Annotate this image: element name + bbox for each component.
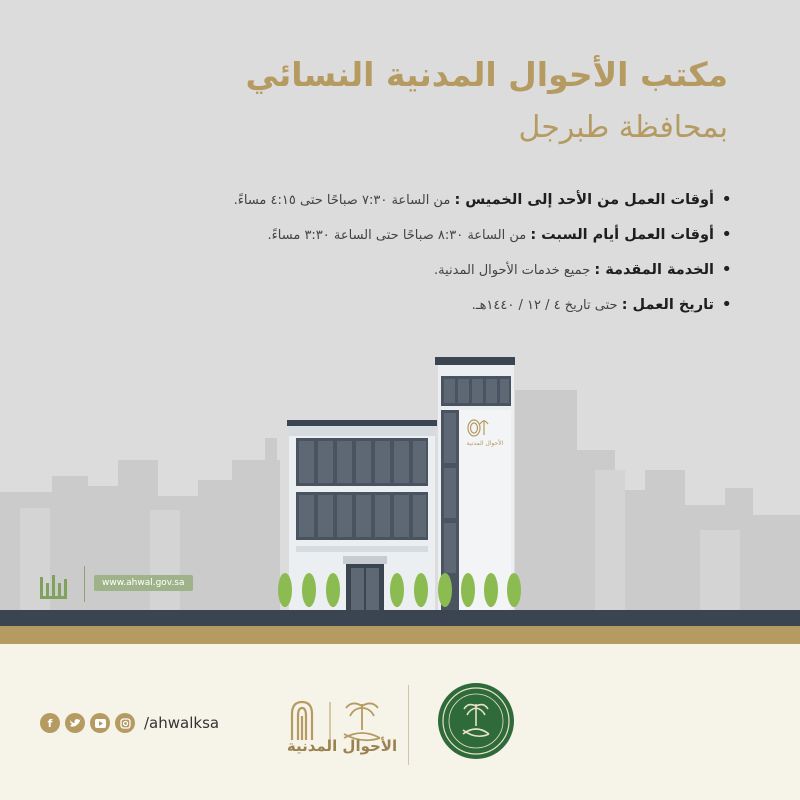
logo-divider — [84, 566, 85, 602]
tree — [326, 573, 340, 607]
ground-band — [0, 610, 800, 626]
page-title: مكتب الأحوال المدنية النسائي — [245, 55, 728, 94]
building-tower — [435, 357, 515, 610]
city-scene — [0, 300, 800, 612]
website-link[interactable]: www.ahwal.gov.sa — [94, 575, 193, 591]
city-illustration — [0, 300, 800, 612]
tree — [438, 573, 452, 607]
info-item-weekday-hours — [92, 192, 732, 227]
tree — [278, 573, 292, 607]
tree — [461, 573, 475, 607]
tree — [414, 573, 428, 607]
tree — [484, 573, 498, 607]
tree — [507, 573, 521, 607]
building-sign-text: الأحوال المدنية — [466, 440, 504, 447]
palm-swords-icon — [344, 703, 380, 740]
info-value: من الساعة ٧:٣٠ صباحًا حتى ٤:١٥ مساءً. — [233, 193, 451, 208]
page-subtitle: بمحافظة طبرجل — [518, 110, 728, 145]
info-label: أوقات العمل من الأحد إلى الخميس : — [454, 192, 714, 208]
info-value: حتى تاريخ ٤ / ١٢ / ١٤٤٠هـ. — [471, 298, 618, 313]
info-value: جميع خدمات الأحوال المدنية. — [434, 263, 591, 278]
twitter-icon[interactable] — [65, 713, 85, 733]
info-item-saturday-hours — [92, 227, 732, 262]
brand-name: الأحوال المدنية — [286, 737, 398, 755]
gold-band — [0, 626, 800, 644]
footer-divider — [408, 685, 409, 765]
info-label: الخدمة المقدمة : — [594, 262, 714, 278]
tree — [390, 573, 404, 607]
ministry-emblem-icon — [437, 682, 515, 760]
info-label: تاريخ العمل : — [621, 297, 714, 313]
social-handle[interactable]: /ahwalksa — [144, 714, 220, 732]
tree — [302, 573, 316, 607]
youtube-icon[interactable] — [90, 713, 110, 733]
facebook-icon[interactable]: f — [40, 713, 60, 733]
info-label: أوقات العمل أيام السبت : — [530, 227, 714, 243]
info-item-service — [92, 262, 732, 297]
instagram-icon[interactable] — [115, 713, 135, 733]
social-links — [40, 713, 219, 733]
fingerprint-icon — [292, 702, 312, 740]
absher-logo-icon — [38, 571, 72, 601]
info-value: من الساعة ٨:٣٠ صباحًا حتى الساعة ٣:٣٠ مساءً. — [267, 228, 527, 243]
